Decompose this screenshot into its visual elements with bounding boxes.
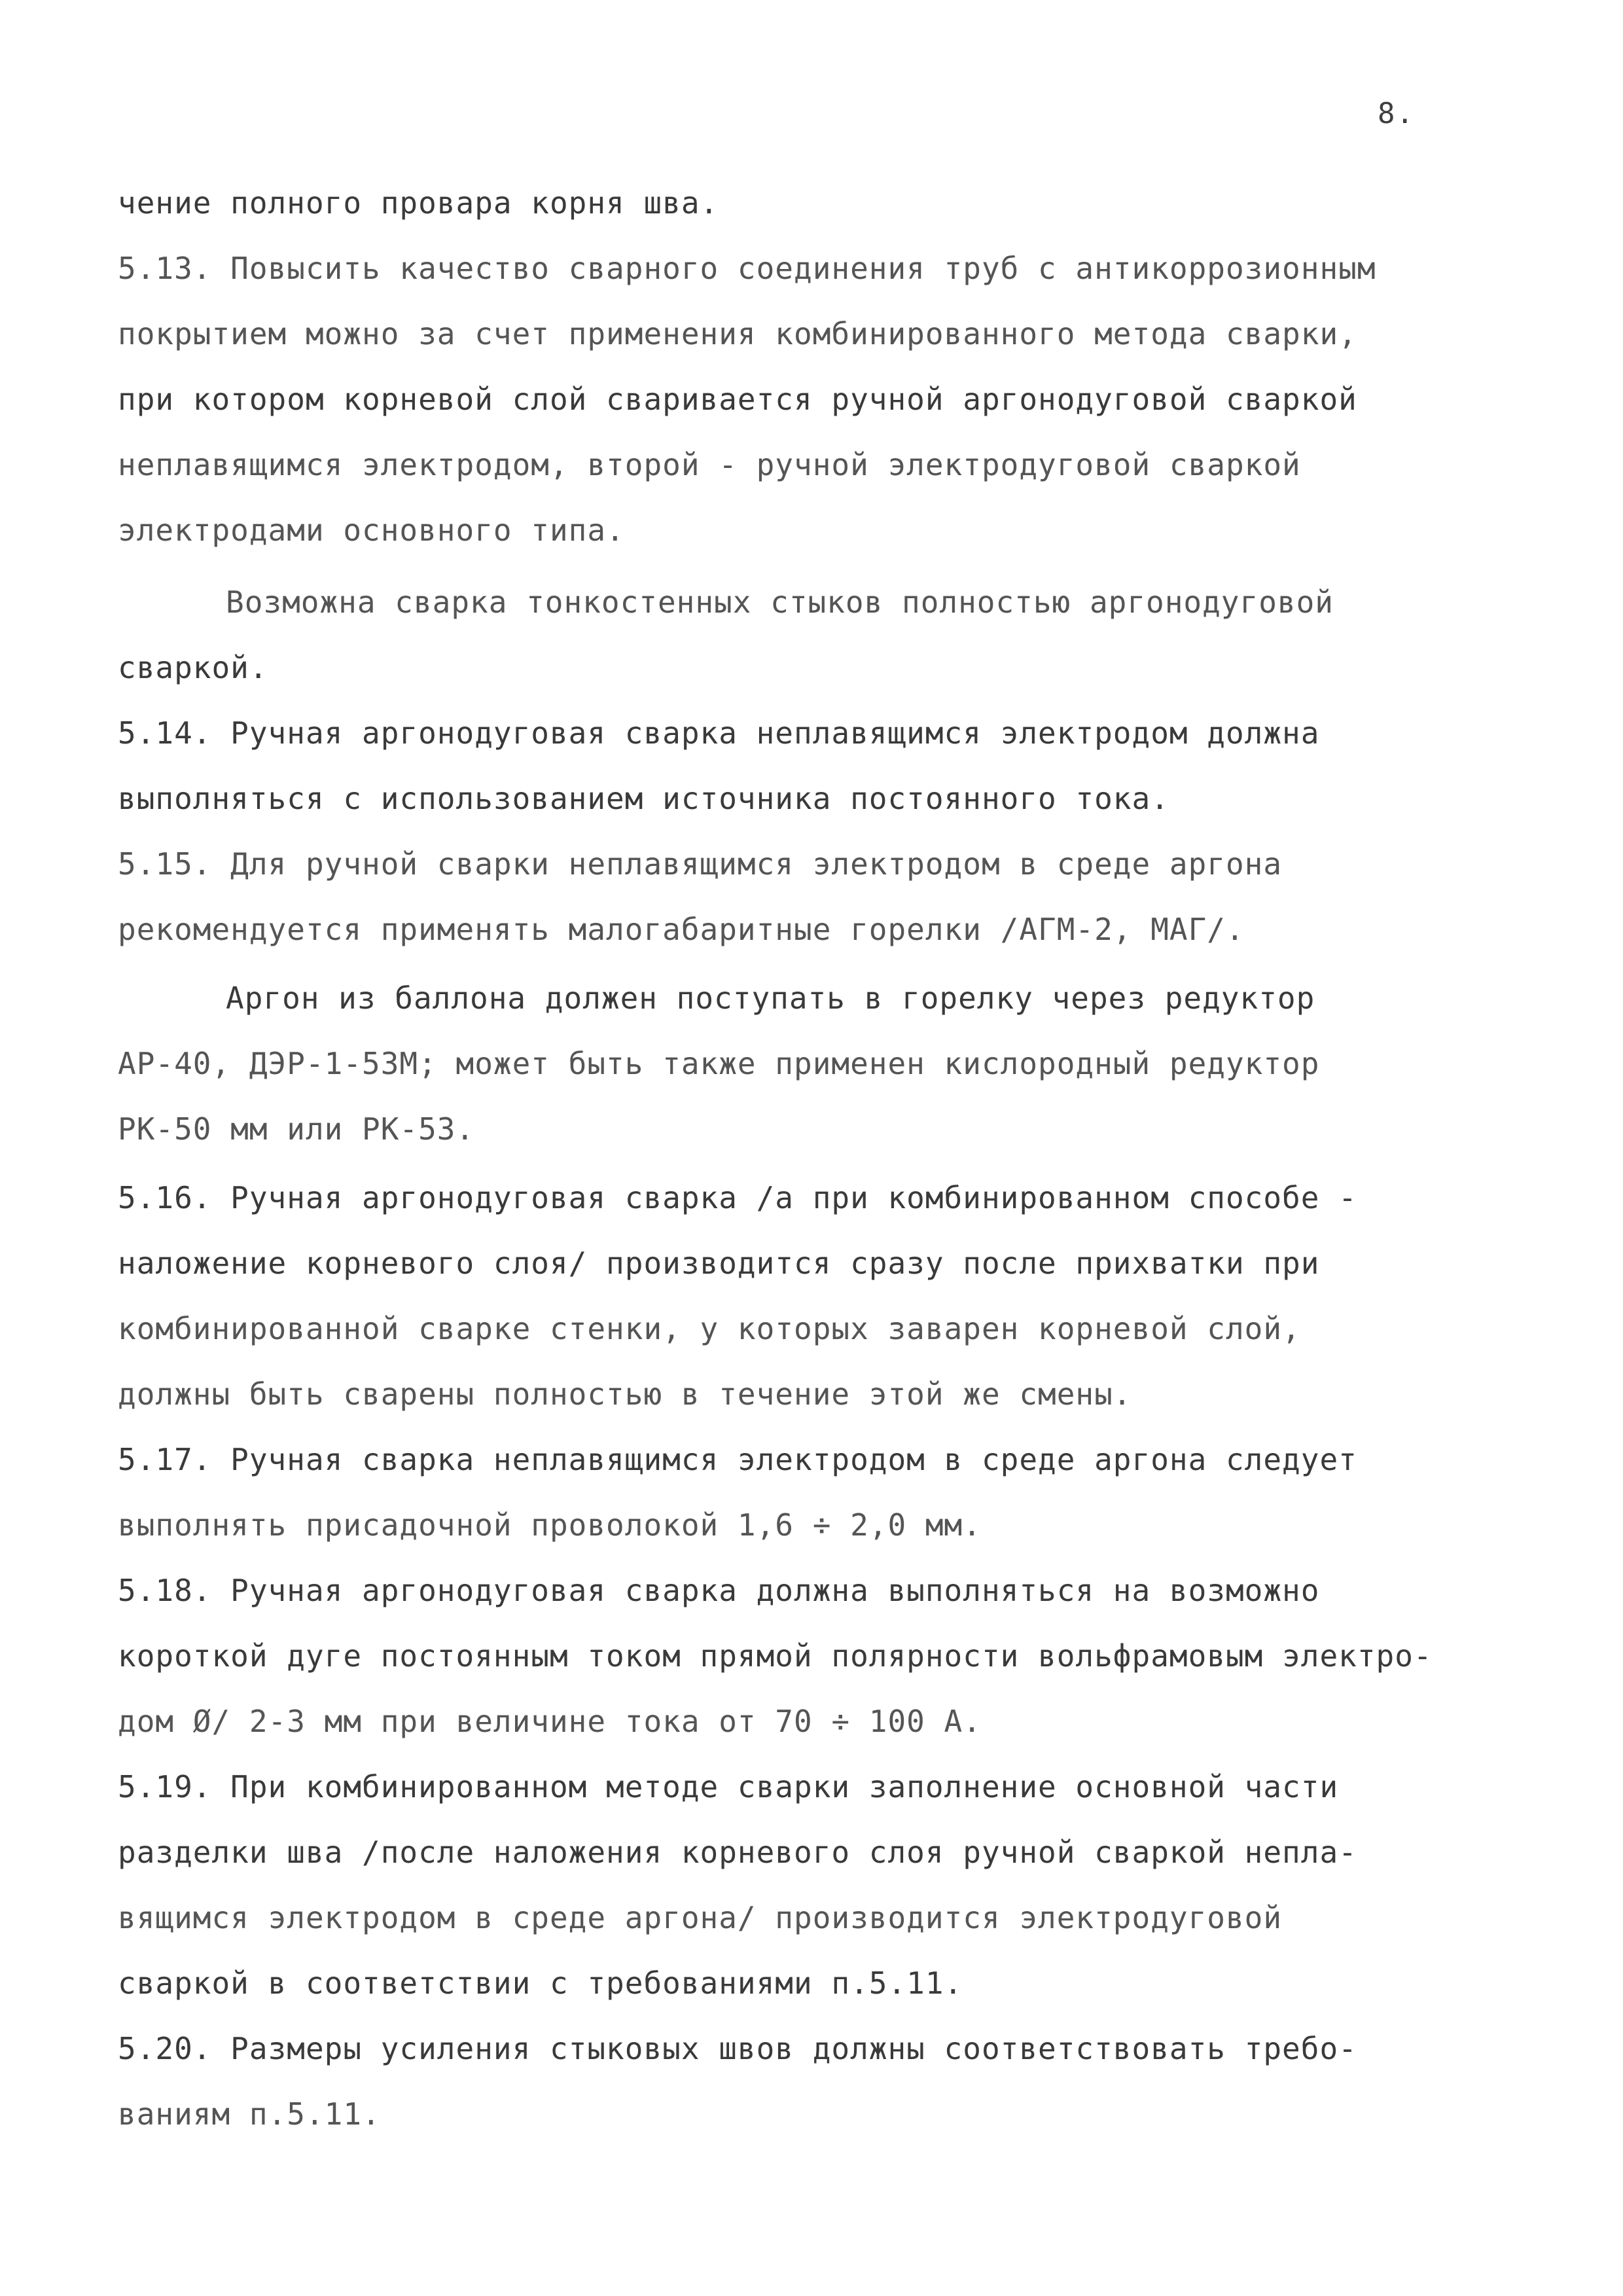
text-line: рекомендуется применять малогабаритные горелки /АГМ-2, МАГ/. [118,912,1245,947]
text-line: Возможна сварка тонкостенных стыков полностью аргонодуговой [226,584,1334,620]
text-line: 5.18. Ручная аргонодуговая сварка должна выполняться на возможно [118,1573,1320,1608]
text-line: при котором корневой слой сваривается ручной аргонодуговой сваркой [118,382,1357,417]
text-line: электродами основного типа. [118,512,625,548]
text-line: сваркой. [118,650,268,685]
text-line: сваркой в соответствии с требованиями п.5.11. [118,1965,963,2001]
text-line: 5.20. Размеры усиления стыковых швов должны соответствовать требо- [118,2031,1357,2066]
text-line: покрытием можно за счет применения комбинированного метода сварки, [118,316,1357,351]
text-line: 5.17. Ручная сварка неплавящимся электродом в среде аргона следует [118,1442,1357,1477]
text-line: 5.16. Ручная аргонодуговая сварка /а при комбинированном способе - [118,1180,1357,1215]
text-line: короткой дуге постоянным током прямой полярности вольфрамовым электро- [118,1638,1433,1674]
text-line: 5.13. Повысить качество сварного соединения труб с антикоррозионным [118,251,1376,286]
text-line: ваниям п.5.11. [118,2096,381,2132]
text-line: выполнять присадочной проволокой 1,6 ÷ 2,0 мм. [118,1507,982,1543]
text-line: вящимся электродом в среде аргона/ производится электродуговой [118,1900,1283,1935]
text-line: чение полного провара корня шва. [118,185,719,221]
text-line: должны быть сварены полностью в течение этой же смены. [118,1376,1132,1412]
text-line: АР-40, ДЭР-1-53М; может быть также применен кислородный редуктор [118,1046,1320,1081]
text-line: комбинированной сварке стенки, у которых заварен корневой слой, [118,1311,1301,1346]
text-line: дом Ø/ 2-3 мм при величине тока от 70 ÷ 100 А. [118,1704,982,1739]
text-line: неплавящимся электродом, второй - ручной электродуговой сваркой [118,447,1301,482]
text-line: наложение корневого слоя/ производится сразу после прихватки при [118,1246,1320,1281]
text-line: РК-50 мм или РК-53. [118,1111,475,1147]
text-line: разделки шва /после наложения корневого слоя ручной сваркой непла- [118,1835,1357,1870]
text-line: Аргон из баллона должен поступать в горелку через редуктор [226,980,1315,1016]
text-line: 5.19. При комбинированном методе сварки заполнение основной части [118,1769,1339,1804]
page-number: 8. [1378,97,1415,130]
text-line: 5.14. Ручная аргонодуговая сварка неплавящимся электродом должна [118,715,1320,751]
text-line: выполняться с использованием источника постоянного тока. [118,781,1169,816]
text-line: 5.15. Для ручной сварки неплавящимся электродом в среде аргона [118,846,1283,882]
